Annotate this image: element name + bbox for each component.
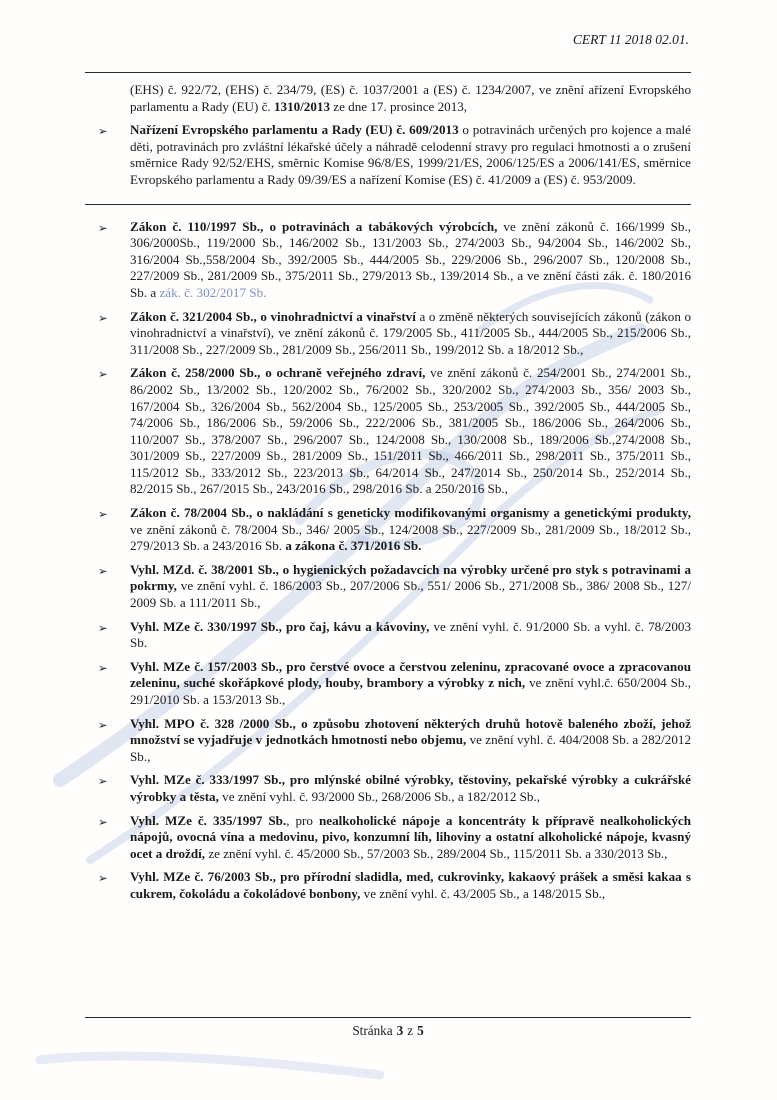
section-divider — [85, 204, 691, 205]
item-text — [130, 772, 691, 804]
footer-total-pages: 5 — [417, 1023, 424, 1039]
item-text — [130, 813, 691, 861]
bullet-arrow-icon: ➢ — [98, 871, 108, 886]
item-text — [130, 716, 691, 764]
text-segment: Nařízení Evropského parlamentu a Rady (EU) č. 609/2013 — [130, 122, 459, 138]
paragraph — [85, 82, 691, 115]
list-item — [85, 659, 691, 709]
bullet-arrow-icon: ➢ — [98, 563, 108, 578]
item-text — [130, 309, 691, 357]
text-segment: Vyhl. MZe č. 330/1997 Sb., pro čaj, kávu a kávoviny, — [130, 618, 430, 634]
item-text — [130, 365, 691, 496]
text-segment: Zákon č. 110/1997 Sb., o potravinách a tabákových výrobcích, — [130, 218, 498, 234]
text-segment: zák. č. 302/2017 Sb. — [159, 284, 267, 300]
bullet-arrow-icon: ➢ — [98, 124, 108, 139]
item-text — [130, 219, 691, 300]
bullet-arrow-icon: ➢ — [98, 220, 108, 235]
list-item — [85, 365, 691, 498]
text-segment: ze znění vyhl. č. 45/2000 Sb., 57/2003 Sb., 289/2004 Sb., 115/2011 Sb. a 330/2013 Sb., — [205, 845, 668, 861]
list-item — [85, 122, 691, 188]
footer-prefix: Stránka — [352, 1023, 393, 1039]
item-text — [130, 505, 691, 553]
text-segment: Vyhl. MZe č. 335/1997 Sb. — [130, 812, 287, 828]
text-segment: nealkoholické nápoje a koncentráty k přípravě nealkoholických nápojů, ovocná vína a medovinu, pivo, konzumní líh, lihoviny a ostatní alkoholické nápoje, kvasný ocet a droždí, — [130, 812, 691, 861]
text-segment: ve znění zákonů č. 78/2004 Sb., 346/ 2005 Sb., 124/2008 Sb., 227/2009 Sb., 281/2009 Sb., 18/2012 Sb., 279/2013 Sb. a 243/2016 Sb. — [130, 521, 691, 554]
text-segment: a o změně některých souvisejících zákonů (zákon o vinohradnictví a vinařství), ve znění zákonů č. 179/2005 Sb., 411/2005 Sb., 444/2005 Sb., 215/2006 Sb., 311/2008 Sb., 227/2009 Sb., 281/2009 Sb., 256/2011 Sb., 199/2012 Sb. a 18/2012 Sb., — [130, 308, 691, 357]
text-segment: , pro — [286, 812, 319, 828]
text-segment: ve znění vyhl. č. 43/2005 Sb., a 148/2015 Sb., — [360, 885, 606, 901]
bullet-arrow-icon: ➢ — [98, 507, 108, 522]
document-body — [85, 82, 691, 910]
list-item — [85, 772, 691, 805]
text-segment: ve znění zákonů č. 166/1999 Sb., 306/2000Sb., 119/2000 Sb., 146/2002 Sb., 131/2003 Sb., 274/2003 Sb., 94/2004 Sb., 146/2002 Sb., 316/2004 Sb.,558/2004 Sb., 392/2005 Sb., 444/2005 Sb., 229/2006 Sb., 296/2007 Sb., 120/2008 Sb., 227/2009 Sb., 281/2009 Sb., 375/2011 Sb., 279/2013 Sb., 139/2014 Sb., a ve znění části zák. č. 180/2016 Sb. a — [130, 218, 691, 300]
item-text — [130, 122, 691, 187]
text-segment: 1310/2013 — [273, 98, 330, 114]
bullet-arrow-icon: ➢ — [98, 660, 108, 675]
bullet-arrow-icon: ➢ — [98, 774, 108, 789]
item-text — [130, 659, 691, 707]
list-item — [85, 309, 691, 359]
document-code: CERT 11 2018 02.01. — [572, 32, 689, 47]
item-text — [130, 619, 691, 651]
list-item — [85, 619, 691, 652]
bullet-arrow-icon: ➢ — [98, 310, 108, 325]
item-text — [130, 869, 691, 901]
text-segment: a zákona č. 371/2016 Sb. — [285, 538, 422, 554]
list-item — [85, 505, 691, 555]
text-segment: ze dne 17. prosince 2013, — [330, 98, 468, 114]
list-item — [85, 219, 691, 302]
text-segment: Vyhl. MZe č. 157/2003 Sb., pro čerstvé ovoce a čerstvou zeleninu, zpracované ovoce a zpracovanou zeleninu, suché skořápkové plody, houby, brambory a výrobky z nich, — [130, 658, 691, 691]
footer-page-number: 3 — [396, 1023, 404, 1039]
header-divider — [85, 72, 691, 73]
text-segment: (EHS) č. 922/72, (EHS) č. 234/79, (ES) č. 1037/2001 a (ES) č. 1234/2007, ve znění ařízení Evropského parlamentu a Rady (EU) č. — [130, 82, 691, 114]
list-item — [85, 813, 691, 863]
text-segment: Vyhl. MZd. č. 38/2001 Sb., o hygienických požadavcích na výrobky určené pro styk s potravinami a pokrmy, — [130, 561, 691, 594]
footer-of: z — [407, 1023, 414, 1039]
bullet-arrow-icon: ➢ — [98, 717, 108, 732]
text-segment: Zákon č. 321/2004 Sb., o vinohradnictví a vinařství — [130, 308, 416, 324]
text-segment: ve znění vyhl. č. 404/2008 Sb. a 282/2012 Sb., — [130, 732, 691, 764]
item-text — [130, 562, 691, 610]
bullet-arrow-icon: ➢ — [98, 814, 108, 829]
text-segment: ve znění zákonů č. 254/2001 Sb., 274/2001 Sb., 86/2002 Sb., 13/2002 Sb., 120/2002 Sb., 76/2002 Sb., 320/2002 Sb., 274/2003 Sb., 356/ 2003 Sb., 167/2004 Sb., 326/2004 Sb., 562/2004 Sb., 125/2005 Sb., 253/2005 Sb., 392/2005 Sb., 444/2005 Sb., 74/2006 Sb., 186/2006 Sb., 59/2006 Sb., 222/2006 Sb., 381/2005 Sb., 186/2006 Sb., 264/2006 Sb., 110/2007 Sb., 378/2007 Sb., 296/2007 Sb., 124/2008 Sb., 130/2008 Sb., 189/2006 Sb.,274/2008 Sb., 301/2009 Sb., 227/2009 Sb., 281/2009 Sb., 151/2011 Sb., 466/2011 Sb., 298/2011 Sb., 375/2011 Sb., 115/2012 Sb., 333/2012 Sb., 223/2013 Sb., 64/2014 Sb., 247/2014 Sb., 250/2014 Sb., 252/2014 Sb., 82/2015 Sb., 267/2015 Sb., 243/2016 Sb., 298/2016 Sb. a 250/2016 Sb., — [130, 365, 691, 497]
page-footer — [85, 1017, 691, 1040]
bullet-arrow-icon: ➢ — [98, 367, 108, 382]
text-segment: Vyhl. MPO č. 328 /2000 Sb., o způsobu zhotovení některých druhů hotově baleného zboží, jehož množství se vyjadřuje v jednotkách hmotnosti nebo objemu, — [130, 715, 691, 748]
list-item — [85, 562, 691, 612]
item-text — [130, 82, 691, 114]
list-item — [85, 869, 691, 902]
text-segment: Zákon č. 78/2004 Sb., o nakládání s geneticky modifikovanými organismy a genetickými produkty, — [130, 505, 691, 521]
text-segment: Vyhl. MZe č. 76/2003 Sb., pro přírodní sladidla, med, cukrovinky, kakaový prášek a směsi kakaa s cukrem, čokoládu a čokoládové bonbony, — [130, 869, 691, 901]
list-item — [85, 716, 691, 766]
text-segment: Zákon č. 258/2000 Sb., o ochraně veřejného zdraví, — [130, 365, 426, 381]
text-segment: ve znění vyhl.č. 650/2004 Sb., 291/2010 Sb. a 153/2013 Sb., — [130, 675, 691, 707]
text-segment: o potravinách určených pro kojence a malé děti, potravinách pro zvláštní lékařské účely a náhradě celodenní stravy pro regulaci hmotnosti a o zrušení směrnice Rady 92/52/EHS, směrnic Komise 96/8/ES, 1999/21/ES, 2006/125/ES a 2006/141/ES, směrnice Evropského parlamentu a Rady 09/39/ES a nařízení Komise (ES) č. 41/2009 a (ES) č. 953/2009. — [130, 122, 691, 187]
text-segment: Vyhl. MZe č. 333/1997 Sb., pro mlýnské obilné výrobky, těstoviny, pekařské výrobky a cukrářské výrobky a těsta, — [130, 772, 691, 804]
text-segment: ve znění vyhl. č. 93/2000 Sb., 268/2006 Sb., a 182/2012 Sb., — [218, 788, 541, 804]
text-segment: ve znění vyhl. č. 91/2000 Sb. a vyhl. č. 78/2003 Sb. — [130, 618, 691, 651]
text-segment: ve znění vyhl. č. 186/2003 Sb., 207/2006 Sb., 551/ 2006 Sb., 271/2008 Sb., 386/ 2008 Sb., 127/ 2009 Sb. a 111/2011 Sb., — [130, 578, 691, 611]
bullet-arrow-icon: ➢ — [98, 620, 108, 635]
